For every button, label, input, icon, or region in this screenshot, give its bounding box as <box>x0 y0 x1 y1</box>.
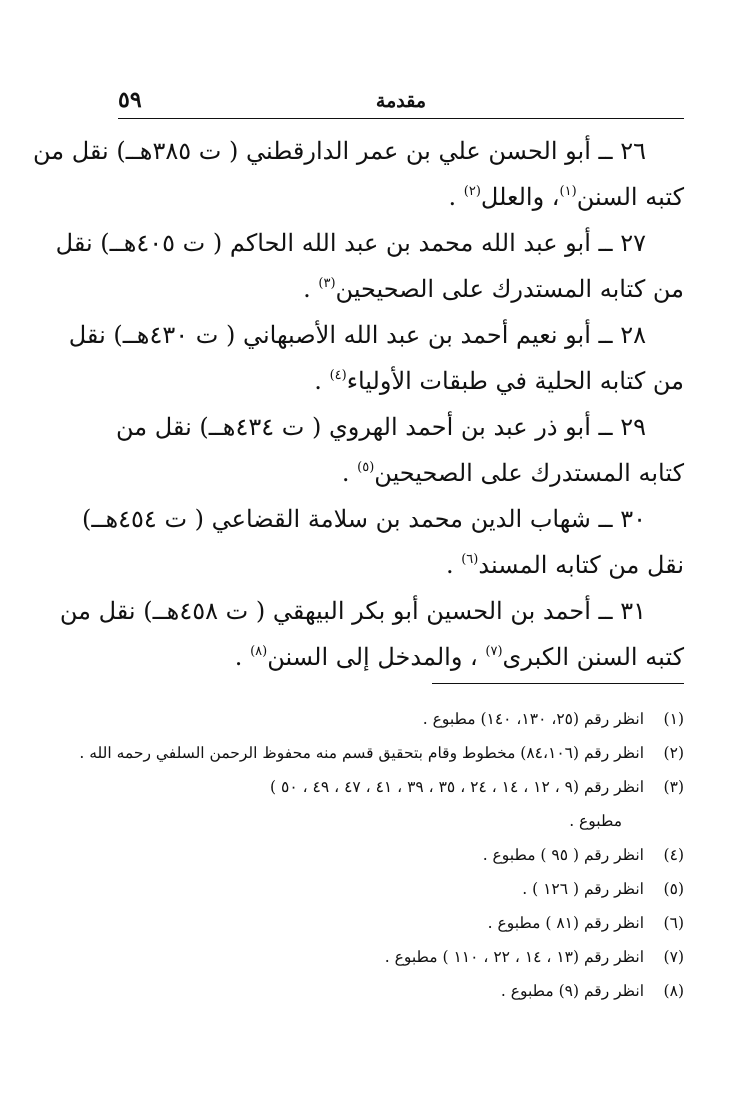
entry-26-line-1: ٢٦ ــ أبو الحسن علي بن عمر الدارقطني ( ت ٣٨٥هــ) نقل من <box>32 137 646 165</box>
entry-26-line-2 <box>118 174 684 220</box>
footnote-6-number: (٦) <box>663 914 684 932</box>
footnote-divider <box>432 683 684 684</box>
footnote-8-number: (٨) <box>663 982 684 1000</box>
footnote-8-text: انظر رقم (٩) مطبوع . <box>500 982 644 1000</box>
entries-list <box>32 128 684 680</box>
footnote-3-number: (٣) <box>663 778 684 796</box>
page-title: مقدمة <box>375 90 427 112</box>
footnote-ref-8[interactable]: (٨) <box>250 644 268 659</box>
footnote-4-number: (٤) <box>663 846 684 864</box>
footnote-7-number: (٧) <box>663 948 684 966</box>
entry-30-line-1: ٣٠ ــ شهاب الدين محمد بن سلامة القضاعي ( ت ٤٥٤هــ) <box>82 505 646 533</box>
entry-27-line-2 <box>118 266 684 312</box>
entry-29-line-2 <box>118 450 684 496</box>
footnote-5-text: انظر رقم ( ١٢٦ ) . <box>522 880 644 898</box>
page-header <box>118 86 684 119</box>
entry-30-line-2 <box>118 542 684 588</box>
footnote-2-number: (٢) <box>663 744 684 762</box>
footnote-ref-7[interactable]: (٧) <box>485 644 503 659</box>
entry-26-mid: ، والعلل <box>480 183 560 211</box>
entry-27-text: من كتابه المستدرك على الصحيحين <box>335 275 684 303</box>
entry-28-text: من كتابه الحلية في طبقات الأولياء <box>346 367 684 395</box>
footnotes-list <box>79 702 684 1008</box>
footnote-6-text: انظر رقم (٨١ ) مطبوع . <box>487 914 644 932</box>
footnote-ref-6[interactable]: (٦) <box>461 552 479 567</box>
footnote-1-text: انظر رقم (٢٥، ١٣٠، ١٤٠) مطبوع . <box>422 710 644 728</box>
footnote-7 <box>118 940 684 974</box>
footnote-ref-5[interactable]: (٥) <box>357 460 375 475</box>
entry-29-text: كتابه المستدرك على الصحيحين <box>374 459 684 487</box>
footnote-ref-1[interactable]: (١) <box>559 184 577 199</box>
footnote-2-text: انظر رقم (٨٤،١٠٦) مخطوط وقام بتحقيق قسم منه محفوظ الرحمن السلفي رحمه الله . <box>79 744 644 762</box>
footnote-4 <box>118 838 684 872</box>
footnote-5-number: (٥) <box>663 880 684 898</box>
footnote-1 <box>118 702 684 736</box>
footnote-3-continuation: مطبوع . <box>569 812 622 830</box>
entry-27-end: . <box>303 275 319 303</box>
footnote-6 <box>118 906 684 940</box>
footnote-ref-3[interactable]: (٣) <box>318 276 336 291</box>
footnote-5 <box>118 872 684 906</box>
footnote-ref-2[interactable]: (٢) <box>463 184 481 199</box>
entry-30-text: نقل من كتابه المسند <box>478 551 684 579</box>
entry-31-mid: ، والمدخل إلى السنن <box>267 643 486 671</box>
entry-28-line-2 <box>118 358 684 404</box>
entry-31-text: كتبه السنن الكبرى <box>502 643 684 671</box>
footnote-3 <box>118 770 684 804</box>
page-number: ٥٩ <box>118 87 142 113</box>
footnote-8 <box>118 974 684 1008</box>
entry-28-line-1: ٢٨ ــ أبو نعيم أحمد بن عبد الله الأصبهاني ( ت ٤٣٠هــ) نقل <box>68 321 646 349</box>
entry-27-line-1: ٢٧ ــ أبو عبد الله محمد بن عبد الله الحاكم ( ت ٤٠٥هــ) نقل <box>55 229 646 257</box>
entry-29-line-1: ٢٩ ــ أبو ذر عبد بن أحمد الهروي ( ت ٤٣٤هــ) نقل من <box>116 413 646 441</box>
entry-31-line-1: ٣١ ــ أحمد بن الحسين أبو بكر البيهقي ( ت ٤٥٨هــ) نقل من <box>59 597 646 625</box>
footnote-ref-4[interactable]: (٤) <box>329 368 347 383</box>
entry-29-end: . <box>341 459 358 487</box>
entry-28-end: . <box>314 367 330 395</box>
entry-26-text: كتبه السنن <box>576 183 684 211</box>
entry-30-end: . <box>445 551 462 579</box>
entry-31-line-2 <box>118 634 684 680</box>
footnote-3-text: انظر رقم (٩ ، ١٢ ، ١٤ ، ٢٤ ، ٣٥ ، ٣٩ ، ٤١ ، ٤٧ ، ٤٩ ، ٥٠ ) <box>270 778 644 796</box>
footnote-4-text: انظر رقم ( ٩٥ ) مطبوع . <box>482 846 644 864</box>
footnote-7-text: انظر رقم (١٣ ، ١٤ ، ٢٢ ، ١١٠ ) مطبوع . <box>384 948 644 966</box>
entry-31-end: . <box>234 643 251 671</box>
entry-26-end: . <box>448 183 464 211</box>
footnote-2 <box>79 736 684 770</box>
footnote-1-number: (١) <box>663 710 684 728</box>
